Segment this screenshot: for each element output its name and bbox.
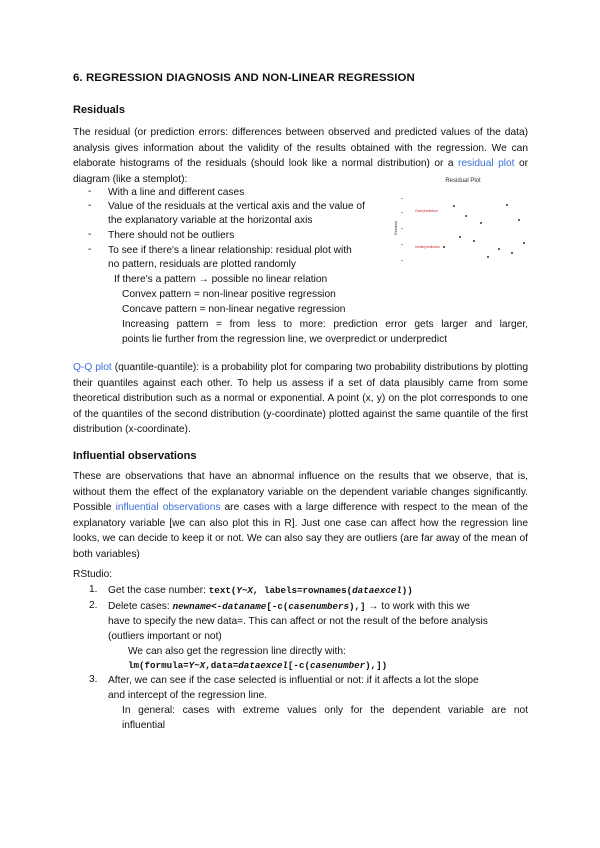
increasing-line2: points lie further from the regression line, we overpredict or underpredict	[122, 334, 448, 345]
step-1: Get the case number: text(Y~X, labels=rownames(dataexcel))	[108, 585, 413, 596]
bullet-dash: -	[88, 200, 92, 211]
step-3-sub2: influential	[122, 720, 166, 731]
plot-title: Residual Plot	[445, 178, 481, 184]
step-2-sub: We can also get the regression line directly with:	[128, 646, 346, 657]
step-2-line3: (outliers important or not)	[108, 631, 222, 642]
residuals-intro: The residual (or prediction errors: differences between observed and predicted values of the data) analysis gives information about the validity of the results obtained with the regression. We can elaborate histograms of the residuals (should look like a normal distribution) or a residual plot or diagram (like a stemplot):	[73, 127, 529, 185]
step-number: 2.	[89, 600, 98, 611]
residual-plot-image	[393, 176, 533, 271]
bullet-4-line2: no pattern, residuals are plotted randomly	[108, 259, 297, 270]
step-number: 1.	[89, 584, 98, 595]
step-number: 3.	[89, 674, 98, 685]
bullet-2-line2: the explanatory variable at the horizontal axis	[108, 215, 313, 226]
concave-line: Concave pattern = non-linear negative regression	[122, 304, 346, 315]
bullet-4-line1: To see if there's a linear relationship: residual plot with	[108, 245, 352, 256]
influential-paragraph: These are observations that have an abnormal influence on the results that we observe, that is, without them the effect of the explanatory variable on the dependent variable changes significantly. Possible influential observations are cases with a large difference with respect to the mean of the explanatory variable [we can also plot this in R]. Just one case can affect how the regression line looks, we can decide to keep it or not. We can also say they are outliers (are far away of the mean of both variables)	[73, 471, 528, 560]
step-2-line2: have to specify the new data=. This can affect or not the result of the before analysis	[108, 616, 488, 627]
bullet-2-line1: Value of the residuals at the vertical axis and the value of	[108, 201, 365, 212]
convex-line: Convex pattern = non-linear positive regression	[122, 289, 336, 300]
influential-observations-link[interactable]: influential observations	[115, 502, 221, 514]
step-2-code: lm(formula=Y~X,data=dataexcel[-c(casenumber),])	[128, 660, 388, 671]
increasing-line1: Increasing pattern = from less to more: prediction error gets larger and larger,	[122, 319, 528, 330]
bullet-1: With a line and different cases	[108, 187, 245, 198]
pattern-line: If there's a pattern → possible no linear relation	[114, 274, 328, 285]
step-3-line1: After, we can see if the case selected is influential or not: if it affects a lot the slope	[108, 675, 479, 686]
residual-plot-link[interactable]: residual plot	[457, 158, 515, 170]
bullet-3: There should not be outliers	[108, 230, 235, 241]
bullet-dash: -	[88, 229, 92, 240]
step-3-line2: and intercept of the regression line.	[108, 690, 268, 701]
step-3-sub1: In general: cases with extreme values only for the dependent variable are not	[122, 705, 528, 716]
underprediction-label: Underprediction	[415, 245, 440, 249]
plot-ylabel: Residual	[393, 221, 398, 235]
rstudio-label: RStudio:	[73, 569, 113, 580]
overprediction-label: Overprediction	[415, 209, 438, 213]
qq-plot-link[interactable]: Q-Q plot	[73, 362, 112, 373]
residuals-heading: Residuals	[73, 104, 125, 116]
section-title: 6. REGRESSION DIAGNOSIS AND NON-LINEAR REGRESSION	[73, 72, 415, 84]
bullet-dash: -	[88, 244, 92, 255]
bullet-dash: -	[88, 186, 92, 197]
influential-heading: Influential observations	[73, 450, 197, 462]
qq-paragraph: Q-Q plot (quantile-quantile): is a probability plot for comparing two probability distributions by plotting their quantiles against each other. To help us assess if a set of data plausibly came from some theoretical distribution such as a normal or exponential. A point (x, y) on the plot corresponds to one of the quantiles of the second distribution (y-coordinate) plotted against the same quantile of the first distribution (x-coordinate).	[73, 362, 528, 436]
step-2-line1: Delete cases: newname<-dataname[-c(casenumbers),] → to work with this we	[108, 601, 470, 612]
